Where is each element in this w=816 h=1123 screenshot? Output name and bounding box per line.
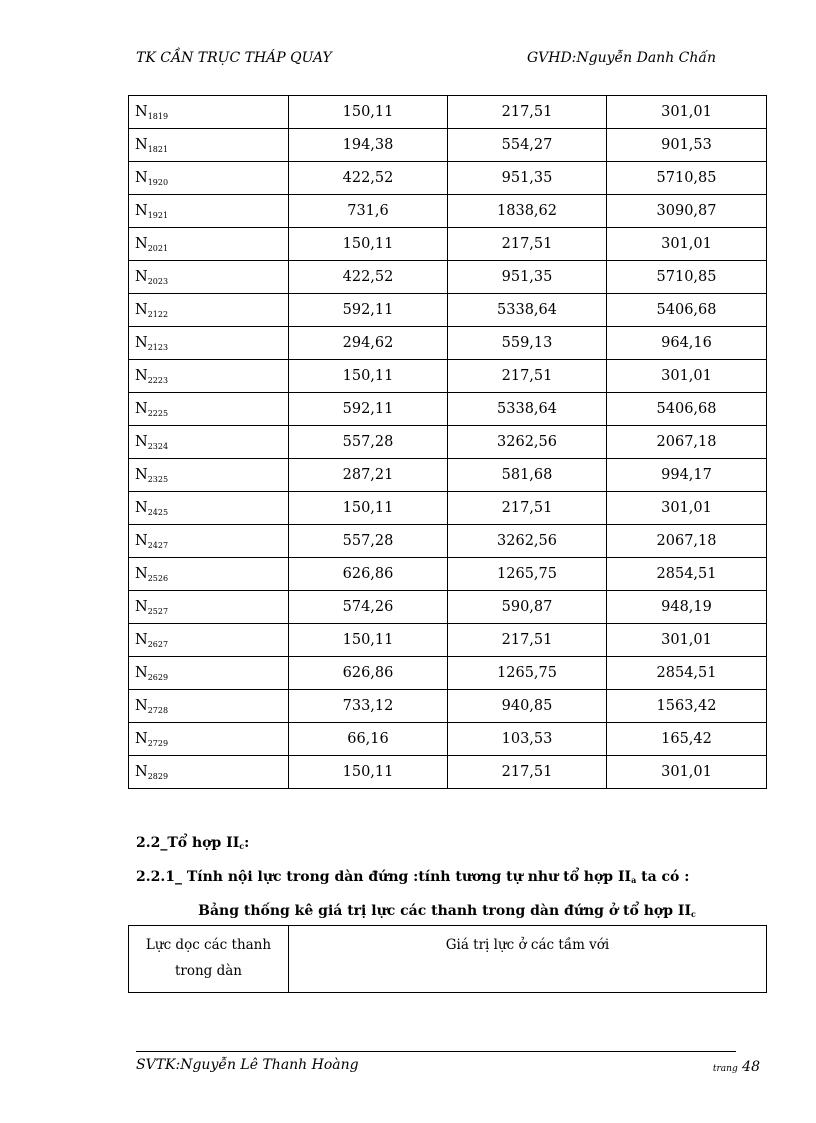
member-index: 2829 [147, 771, 169, 781]
member-name-cell [129, 426, 289, 459]
member-prefix: N [135, 367, 148, 384]
header-supervisor: GVHD:Nguyễn Danh Chấn [526, 50, 716, 66]
force-value-cell: 592,11 [289, 393, 448, 426]
force-value-cell: 559,13 [448, 327, 607, 360]
force-value-cell: 217,51 [448, 756, 607, 789]
page-word: trang [712, 1064, 738, 1074]
table-row [129, 426, 767, 459]
member-index: 1920 [147, 177, 169, 187]
force-value-cell: 217,51 [448, 228, 607, 261]
force-value-cell: 5710,85 [607, 261, 767, 294]
member-prefix: N [135, 136, 148, 153]
force-value-cell: 733,12 [289, 690, 448, 723]
force-value-cell: 2854,51 [607, 558, 767, 591]
force-value-cell: 150,11 [289, 492, 448, 525]
footer-student: SVTK:Nguyễn Lê Thanh Hoàng [136, 1057, 359, 1073]
table-row [129, 195, 767, 228]
member-index: 2526 [147, 573, 169, 583]
force-value-cell: 2854,51 [607, 657, 767, 690]
member-prefix: N [135, 103, 148, 120]
force-value-cell: 557,28 [289, 426, 448, 459]
caption-text: Bảng thống kê giá trị lực các thanh trong dàn đứng ở tổ hợp II [198, 903, 692, 919]
force-value-cell: 574,26 [289, 591, 448, 624]
member-index: 2427 [147, 540, 169, 550]
force-value-cell: 5406,68 [607, 393, 767, 426]
force-value-cell: 940,85 [448, 690, 607, 723]
member-name-cell [129, 558, 289, 591]
force-value-cell: 150,11 [289, 228, 448, 261]
member-index: 2325 [147, 474, 169, 484]
table-row [129, 756, 767, 789]
force-value-cell: 1265,75 [448, 657, 607, 690]
section-title: 2.2_Tổ hợp II [136, 835, 240, 851]
subsection-title-end: ta có : [636, 869, 690, 885]
header-project-title: TK CẦN TRỤC THÁP QUAY [136, 50, 332, 66]
header-force-line1: Lực dọc các thanh [145, 937, 272, 953]
table-row [129, 591, 767, 624]
table-caption [128, 903, 766, 919]
force-value-cell: 301,01 [607, 624, 767, 657]
member-prefix: N [135, 499, 148, 516]
force-value-cell: 301,01 [607, 360, 767, 393]
force-value-cell: 1563,42 [607, 690, 767, 723]
member-index: 2122 [147, 309, 169, 319]
section-title-end: : [244, 835, 250, 851]
force-value-cell: 592,11 [289, 294, 448, 327]
table-row [129, 360, 767, 393]
member-prefix: N [135, 400, 148, 417]
subsection-heading [136, 869, 689, 885]
table-row [129, 393, 767, 426]
force-value-cell: 301,01 [607, 492, 767, 525]
member-name-cell [129, 360, 289, 393]
member-name-cell [129, 525, 289, 558]
member-index: 1921 [147, 210, 169, 220]
table-row [129, 327, 767, 360]
force-value-cell: 1838,62 [448, 195, 607, 228]
force-value-cell: 150,11 [289, 96, 448, 129]
caption-subscript: c [691, 909, 696, 919]
page-header [136, 50, 716, 70]
member-name-cell [129, 459, 289, 492]
member-name-cell [129, 393, 289, 426]
force-value-cell: 301,01 [607, 228, 767, 261]
force-value-cell: 150,11 [289, 756, 448, 789]
table-row [129, 657, 767, 690]
section-heading [136, 835, 249, 851]
member-index: 2425 [147, 507, 169, 517]
table-row [129, 525, 767, 558]
member-prefix: N [135, 334, 148, 351]
force-value-cell: 901,53 [607, 129, 767, 162]
header-force-line2: trong dàn [174, 963, 243, 979]
force-value-cell: 5406,68 [607, 294, 767, 327]
force-value-cell: 5710,85 [607, 162, 767, 195]
table-row [129, 261, 767, 294]
table-row [129, 162, 767, 195]
force-value-cell: 301,01 [607, 756, 767, 789]
page-number: 48 [742, 1059, 760, 1075]
force-table [128, 95, 767, 789]
second-table [128, 925, 767, 993]
table-row [129, 228, 767, 261]
member-index: 2324 [147, 441, 169, 451]
table-row [129, 690, 767, 723]
force-value-cell: 581,68 [448, 459, 607, 492]
force-value-cell: 66,16 [289, 723, 448, 756]
member-name-cell [129, 294, 289, 327]
force-value-cell: 165,42 [607, 723, 767, 756]
force-value-cell: 217,51 [448, 360, 607, 393]
member-prefix: N [135, 763, 148, 780]
member-prefix: N [135, 697, 148, 714]
force-value-cell: 557,28 [289, 525, 448, 558]
member-index: 2729 [147, 738, 169, 748]
force-value-cell: 301,01 [607, 96, 767, 129]
force-value-cell: 626,86 [289, 558, 448, 591]
member-name-cell [129, 162, 289, 195]
force-value-cell: 150,11 [289, 360, 448, 393]
member-index: 2223 [147, 375, 169, 385]
table-row [129, 558, 767, 591]
force-value-cell: 951,35 [448, 162, 607, 195]
member-name-cell [129, 624, 289, 657]
force-value-cell: 951,35 [448, 261, 607, 294]
member-name-cell [129, 657, 289, 690]
member-name-cell [129, 96, 289, 129]
member-name-cell [129, 723, 289, 756]
member-index: 2629 [147, 672, 169, 682]
member-prefix: N [135, 631, 148, 648]
force-value-cell: 2067,18 [607, 426, 767, 459]
force-value-cell: 5338,64 [448, 393, 607, 426]
force-value-cell: 5338,64 [448, 294, 607, 327]
force-value-cell: 150,11 [289, 624, 448, 657]
member-index: 1821 [147, 144, 169, 154]
force-value-cell: 422,52 [289, 162, 448, 195]
header-cell-values: Giá trị lực ở các tầm với [289, 926, 767, 993]
member-index: 2023 [147, 276, 169, 286]
member-prefix: N [135, 235, 148, 252]
member-index: 2225 [147, 408, 169, 418]
force-value-cell: 3090,87 [607, 195, 767, 228]
force-value-cell: 294,62 [289, 327, 448, 360]
member-prefix: N [135, 598, 148, 615]
member-index: 2728 [147, 705, 169, 715]
table-row [129, 624, 767, 657]
force-value-cell: 217,51 [448, 96, 607, 129]
table-row [129, 723, 767, 756]
member-prefix: N [135, 730, 148, 747]
force-value-cell: 217,51 [448, 624, 607, 657]
member-index: 2123 [147, 342, 169, 352]
table-row [129, 459, 767, 492]
force-value-cell: 964,16 [607, 327, 767, 360]
force-value-cell: 3262,56 [448, 525, 607, 558]
member-name-cell [129, 690, 289, 723]
force-value-cell: 3262,56 [448, 426, 607, 459]
table-row [129, 96, 767, 129]
member-prefix: N [135, 664, 148, 681]
force-value-cell: 287,21 [289, 459, 448, 492]
member-prefix: N [135, 169, 148, 186]
member-index: 2627 [147, 639, 169, 649]
force-table-body [129, 96, 767, 789]
member-prefix: N [135, 565, 148, 582]
member-name-cell [129, 261, 289, 294]
member-name-cell [129, 129, 289, 162]
member-name-cell [129, 756, 289, 789]
force-value-cell: 194,38 [289, 129, 448, 162]
footer-divider [136, 1051, 736, 1052]
member-prefix: N [135, 268, 148, 285]
member-prefix: N [135, 301, 148, 318]
force-value-cell: 731,6 [289, 195, 448, 228]
member-name-cell [129, 591, 289, 624]
member-name-cell [129, 327, 289, 360]
force-value-cell: 994,17 [607, 459, 767, 492]
footer-page [713, 1059, 760, 1075]
member-prefix: N [135, 202, 148, 219]
table-row [129, 492, 767, 525]
force-value-cell: 626,86 [289, 657, 448, 690]
force-value-cell: 2067,18 [607, 525, 767, 558]
member-prefix: N [135, 466, 148, 483]
member-index: 2527 [147, 606, 169, 616]
force-value-cell: 217,51 [448, 492, 607, 525]
table-row [129, 294, 767, 327]
force-value-cell: 554,27 [448, 129, 607, 162]
force-value-cell: 590,87 [448, 591, 607, 624]
member-name-cell [129, 228, 289, 261]
force-value-cell: 103,53 [448, 723, 607, 756]
member-name-cell [129, 492, 289, 525]
subsection-title-subscript: a [631, 875, 637, 885]
force-value-cell: 948,19 [607, 591, 767, 624]
member-prefix: N [135, 532, 148, 549]
member-index: 2021 [147, 243, 169, 253]
section-title-subscript: c [239, 841, 245, 851]
subsection-title: 2.2.1_ Tính nội lực trong dàn đứng :tính tương tự như tổ hợp II [136, 869, 632, 885]
member-prefix: N [135, 433, 148, 450]
second-table-header-row [129, 926, 767, 993]
force-value-cell: 422,52 [289, 261, 448, 294]
force-value-cell: 1265,75 [448, 558, 607, 591]
member-index: 1819 [147, 111, 169, 121]
member-name-cell [129, 195, 289, 228]
table-row [129, 129, 767, 162]
header-cell-force [129, 926, 289, 993]
